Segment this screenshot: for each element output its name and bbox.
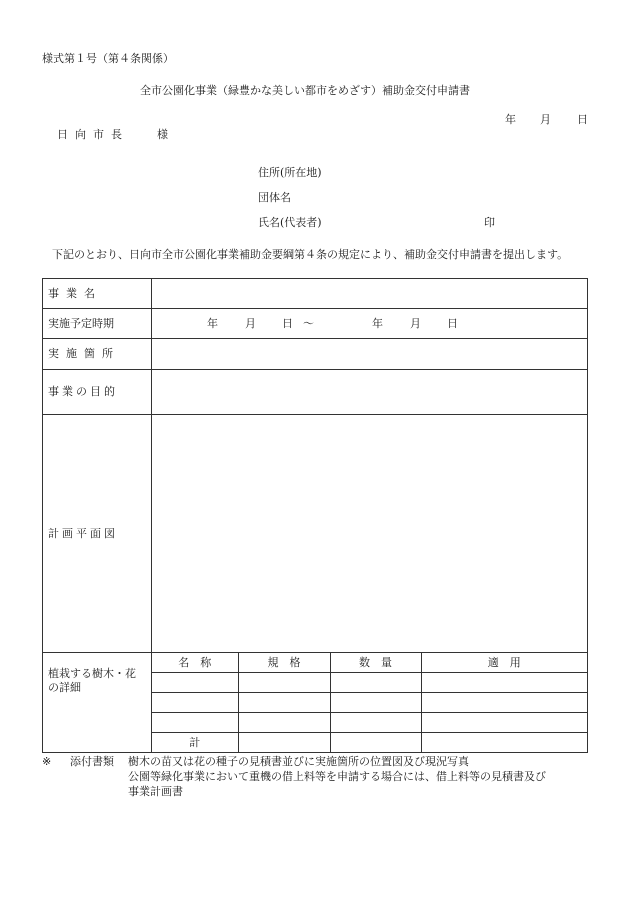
col-header-quantity: 数 量: [330, 653, 421, 673]
schedule-start-year: 年: [207, 316, 218, 330]
schedule-label: 実施予定時期: [43, 309, 152, 339]
plant-spec-cell[interactable]: [238, 673, 330, 693]
total-remarks-cell[interactable]: [421, 733, 587, 753]
table-row: [152, 713, 587, 733]
attachments-line-1: 樹木の苗又は花の種子の見積書並びに実施箇所の位置図及び現況写真: [128, 755, 469, 768]
total-label: 計: [152, 733, 238, 753]
address-label: 住所(所在地): [258, 166, 322, 179]
addressee: 日向市長: [57, 128, 129, 141]
plan-drawing-label: 計画平面図: [43, 415, 152, 653]
total-spec-cell[interactable]: [238, 733, 330, 753]
addressee-suffix: 様: [157, 128, 168, 141]
plants-detail-table: [152, 653, 587, 752]
intro-paragraph: 下記のとおり、日向市全市公園化事業補助金要綱第４条の規定により、補助金交付申請書を提出します。: [52, 248, 569, 261]
plants-detail-label: 植栽する樹木・花の詳細: [43, 653, 152, 753]
plants-header-row: [152, 653, 587, 673]
schedule-range: [157, 317, 582, 331]
location-field[interactable]: [152, 339, 588, 370]
page-title: 全市公園化事業（緑豊かな美しい都市をめざす）補助金交付申請書: [140, 84, 470, 97]
date-year-label: 年: [505, 113, 516, 126]
schedule-tilde: ～: [303, 316, 314, 330]
plan-drawing-area[interactable]: [152, 415, 588, 653]
plant-quantity-cell[interactable]: [330, 693, 421, 713]
plant-remarks-cell[interactable]: [421, 713, 587, 733]
plant-remarks-cell[interactable]: [421, 673, 587, 693]
purpose-label: 事業の目的: [43, 370, 152, 415]
project-name-label: 事業名: [43, 279, 152, 309]
plants-detail-cell: [152, 653, 588, 753]
plant-spec-cell[interactable]: [238, 693, 330, 713]
date-month-label: 月: [540, 113, 551, 126]
plant-name-cell[interactable]: [152, 673, 238, 693]
purpose-field[interactable]: [152, 370, 588, 415]
total-quantity-cell[interactable]: [330, 733, 421, 753]
project-name-field[interactable]: [152, 279, 588, 309]
form-number: 様式第１号（第４条関係）: [42, 52, 174, 65]
plant-quantity-cell[interactable]: [330, 673, 421, 693]
schedule-start-day: 日: [282, 316, 293, 330]
plant-name-cell[interactable]: [152, 693, 238, 713]
plant-spec-cell[interactable]: [238, 713, 330, 733]
application-form-table: [42, 278, 588, 753]
schedule-field[interactable]: [152, 309, 588, 339]
org-name-label: 団体名: [258, 191, 291, 204]
plant-quantity-cell[interactable]: [330, 713, 421, 733]
table-row: [152, 693, 587, 713]
date-day-label: 日: [577, 113, 588, 126]
schedule-end-month: 月: [410, 316, 421, 330]
col-header-spec: 規 格: [238, 653, 330, 673]
attachments-line-2: 公園等緑化事業において重機の借上料等を申請する場合には、借上料等の見積書及び: [128, 770, 546, 783]
col-header-name: 名 称: [152, 653, 238, 673]
attachments-line-3: 事業計画書: [128, 785, 183, 798]
note-mark: ※: [42, 755, 52, 768]
col-header-remarks: 適 用: [421, 653, 587, 673]
representative-name-label: 氏名(代表者): [258, 216, 322, 229]
schedule-end-year: 年: [372, 316, 383, 330]
seal-mark: 印: [484, 216, 495, 229]
schedule-start-month: 月: [245, 316, 256, 330]
attachments-label: 添付書類: [70, 755, 114, 768]
table-row: [152, 673, 587, 693]
total-row: [152, 733, 587, 753]
location-label: 実施箇所: [43, 339, 152, 370]
schedule-end-day: 日: [447, 316, 458, 330]
plant-name-cell[interactable]: [152, 713, 238, 733]
plant-remarks-cell[interactable]: [421, 693, 587, 713]
